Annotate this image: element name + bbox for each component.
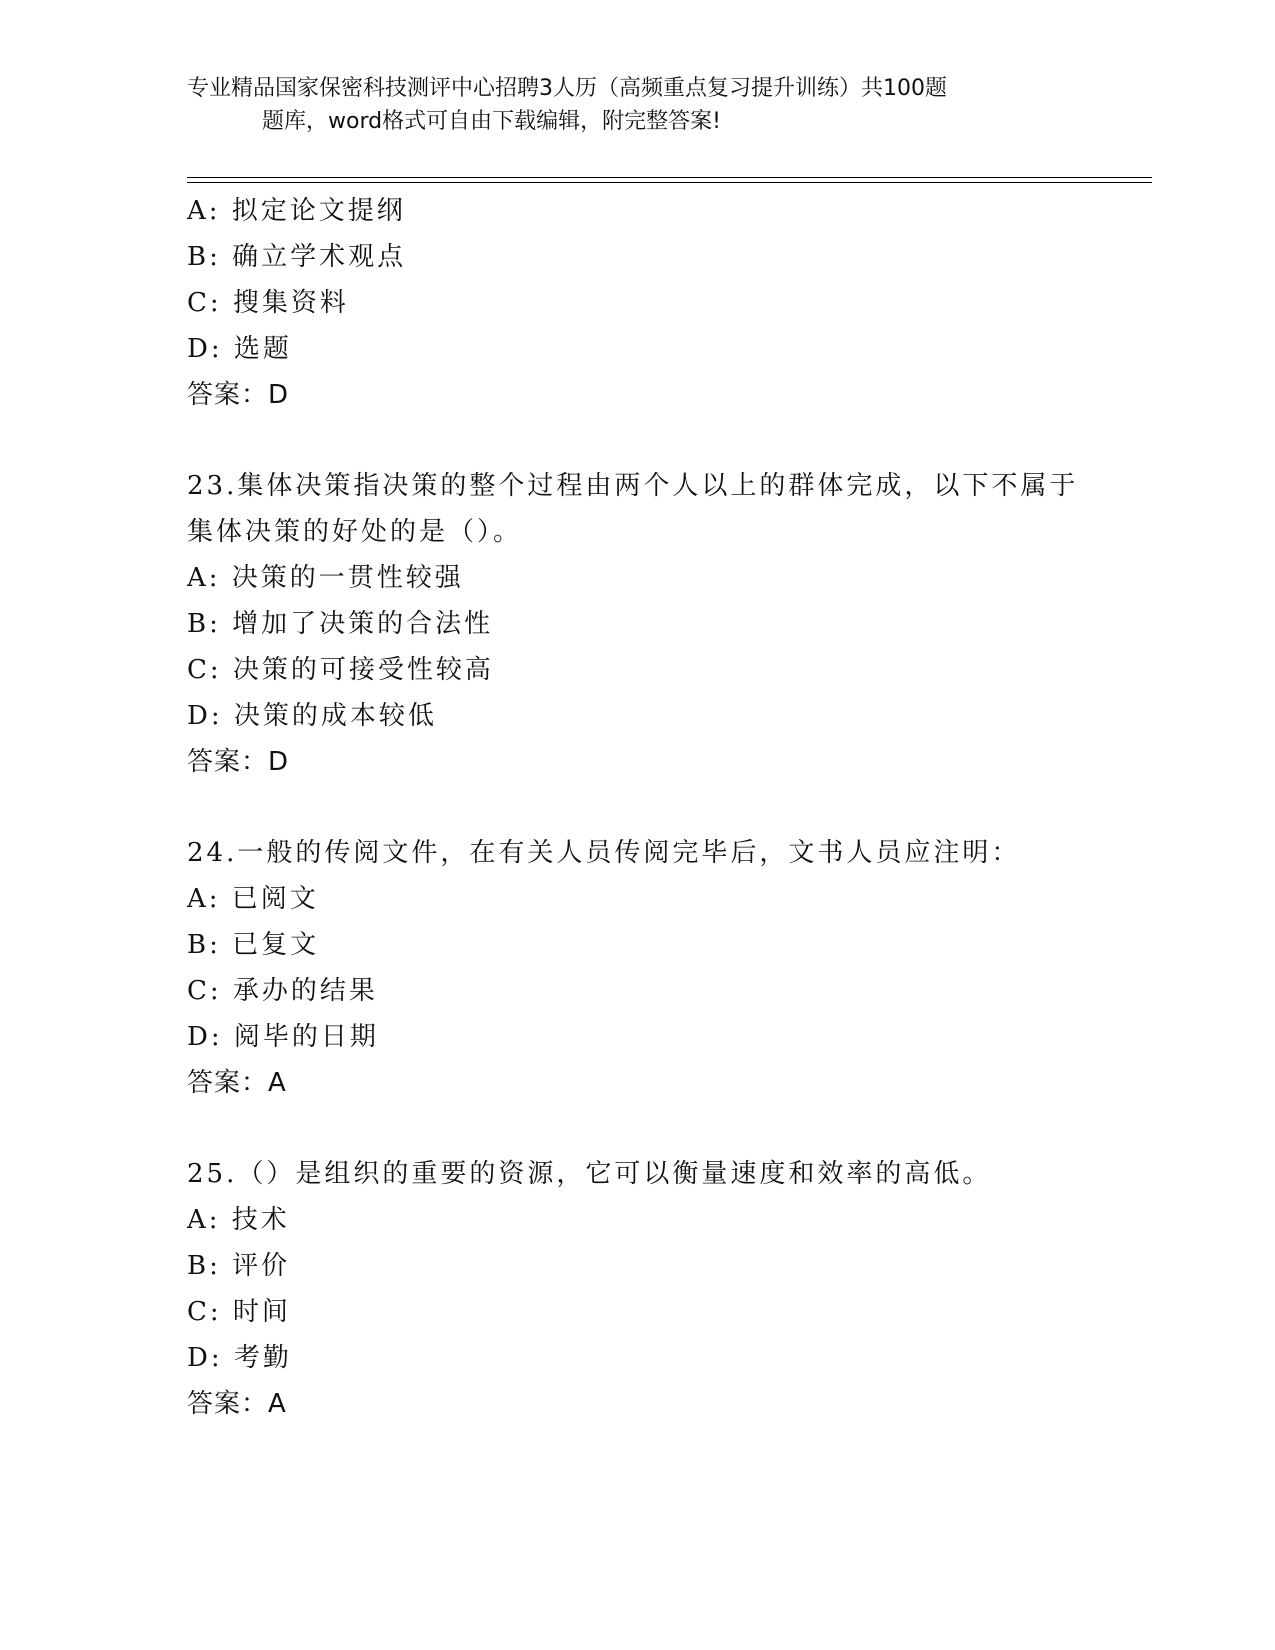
header-line-2: 题库，word格式可自由下载编辑，附完整答案! [262, 109, 721, 134]
option-d: D: 阅毕的日期 [187, 1022, 379, 1052]
option-d: D: 决策的成本较低 [187, 701, 437, 731]
option-c: C: 决策的可接受性较高 [187, 655, 494, 685]
option-a: A: 拟定论文提纲 [187, 196, 406, 226]
option-b: B: 已复文 [187, 930, 320, 960]
question-list [187, 188, 1107, 1427]
option-b: B: 评价 [187, 1251, 291, 1281]
question-stem: 23.集体决策指决策的整个过程由两个人以上的群体完成，以下不属于 [187, 471, 1079, 501]
header-rule-top [187, 177, 1152, 178]
header-rule-bottom [187, 182, 1152, 183]
option-a: A: 已阅文 [187, 884, 319, 914]
question-22 [187, 188, 1107, 418]
question-25 [187, 1151, 1107, 1427]
option-a: A: 技术 [187, 1205, 290, 1235]
option-d: D: 选题 [187, 334, 292, 364]
answer: 答案：A [187, 1068, 287, 1098]
question-stem: 24.一般的传阅文件，在有关人员传阅完毕后，文书人员应注明： [187, 838, 1021, 868]
option-c: C: 搜集资料 [187, 288, 349, 318]
option-c: C: 时间 [187, 1297, 291, 1327]
question-23 [187, 463, 1107, 785]
answer: 答案：A [187, 1389, 287, 1419]
header-line-1: 专业精品国家保密科技测评中心招聘3人历（高频重点复习提升训练）共100题 [187, 76, 947, 101]
option-d: D: 考勤 [187, 1343, 292, 1373]
option-a: A: 决策的一贯性较强 [187, 563, 464, 593]
question-24 [187, 830, 1107, 1106]
option-b: B: 确立学术观点 [187, 242, 407, 272]
document-header [187, 72, 1087, 138]
option-b: B: 增加了决策的合法性 [187, 609, 494, 639]
answer: 答案：D [187, 380, 290, 410]
option-c: C: 承办的结果 [187, 976, 378, 1006]
answer: 答案：D [187, 747, 290, 777]
question-stem: 25.（）是组织的重要的资源，它可以衡量速度和效率的高低。 [187, 1159, 992, 1189]
question-stem-cont: 集体决策的好处的是（）。 [187, 517, 523, 547]
